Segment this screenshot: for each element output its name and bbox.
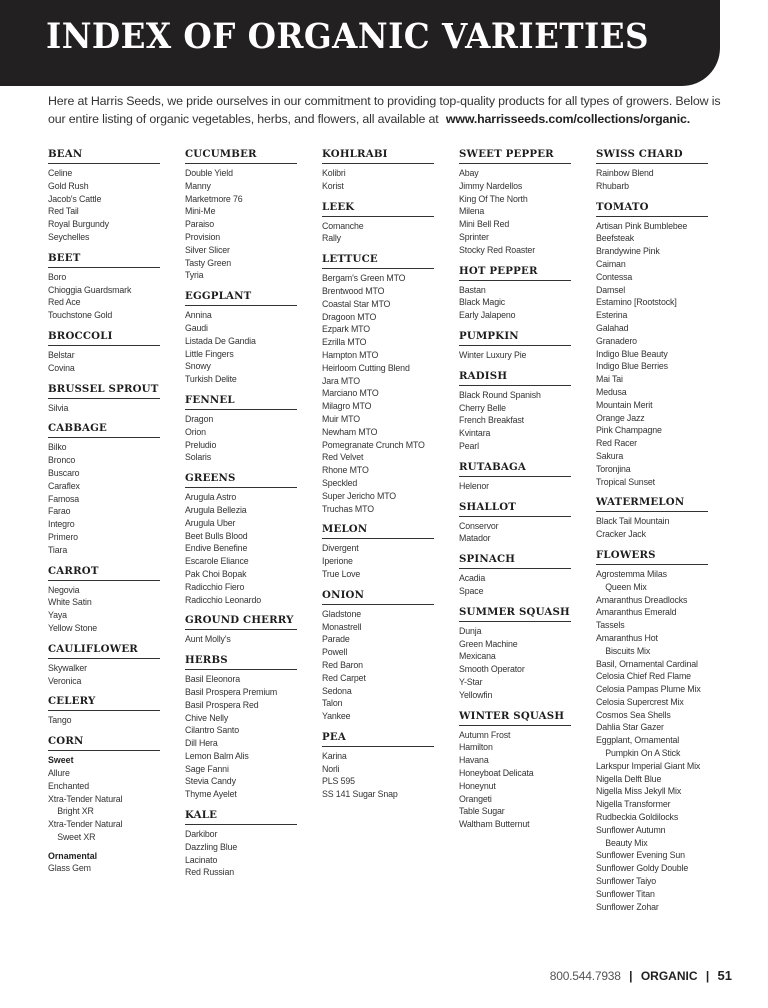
section-heading: RUTABAGA	[459, 461, 571, 477]
variety-item: Yellow Stone	[48, 622, 98, 634]
variety-item: Jimmy Nardellos	[459, 180, 523, 192]
variety-item: True Love	[322, 568, 361, 580]
variety-item: Caraflex	[48, 480, 80, 492]
section-heading: MELON	[322, 523, 434, 539]
variety-item: Black Magic	[459, 297, 506, 309]
section-heading: SHALLOT	[459, 501, 571, 517]
variety-item: Cracker Jack	[596, 529, 646, 541]
variety-item: Havana	[459, 755, 489, 767]
variety-item: Divergent	[322, 543, 359, 555]
variety-item: Iperione	[322, 556, 353, 568]
variety-item: SS 141 Sugar Snap	[322, 789, 398, 801]
variety-item: Karina	[322, 750, 347, 762]
variety-item: Integro	[48, 519, 75, 531]
variety-item: Sunflower Autumn	[596, 824, 666, 836]
variety-item: Dragon	[185, 413, 214, 425]
variety-section	[322, 148, 434, 194]
variety-item: Radicchio Leonardo	[185, 594, 262, 606]
variety-item: Sage Fanni	[185, 763, 229, 775]
footer-separator: |	[629, 969, 633, 983]
variety-item: Arugula Uber	[185, 517, 236, 529]
variety-item: Stevia Candy	[185, 776, 236, 788]
variety-item: Red Ace	[48, 297, 81, 309]
variety-item: Milagro MTO	[322, 401, 372, 413]
variety-item: Sweet XR	[57, 831, 96, 843]
variety-item: Preludio	[185, 439, 217, 451]
variety-section	[185, 654, 297, 802]
variety-item: Double Yield	[185, 168, 233, 179]
intro-paragraph	[48, 92, 738, 128]
variety-item: Newham MTO	[322, 426, 378, 438]
variety-section	[459, 148, 571, 258]
variety-item: Escarole Eliance	[185, 556, 249, 568]
variety-section	[185, 809, 297, 880]
variety-section	[322, 731, 434, 802]
variety-item: Amaranthus Emerald	[596, 607, 677, 619]
variety-section	[185, 472, 297, 607]
variety-section	[48, 695, 160, 728]
variety-item: Negovia	[48, 584, 80, 596]
variety-item: Eggplant, Ornamental	[596, 735, 680, 747]
variety-item: Milena	[459, 206, 485, 218]
section-heading: ONION	[322, 589, 434, 605]
variety-item: Tassels	[596, 620, 625, 632]
variety-item: Silver Slicer	[185, 244, 230, 256]
variety-item: Black Tail Mountain	[596, 516, 670, 528]
variety-item: Orion	[185, 426, 206, 438]
variety-item: Annina	[185, 310, 212, 322]
variety-item: Rainbow Blend	[596, 168, 654, 179]
section-heading: EGGPLANT	[185, 290, 297, 306]
variety-item: Red Baron	[322, 659, 363, 671]
intro-text: Here at Harris Seeds, we pride ourselves in our commitment to providing top-quality products for all types of growers. Below is our entire listing of organic vegetables, herbs, and flowers, all available at	[48, 94, 721, 126]
variety-item: Rhone MTO	[322, 465, 369, 477]
variety-item: Toronjina	[596, 463, 631, 475]
variety-item: PLS 595	[322, 776, 355, 788]
section-heading: BEET	[48, 252, 160, 268]
variety-section	[596, 549, 708, 915]
variety-item: Nigella Transformer	[596, 799, 671, 811]
footer-separator: |	[705, 969, 710, 983]
section-heading: KOHLRABI	[322, 148, 434, 164]
subgroup-label: Sweet	[48, 755, 74, 767]
variety-item: Brandywine Pink	[596, 246, 660, 258]
variety-item: Korist	[322, 180, 344, 192]
variety-item: Green Machine	[459, 638, 518, 650]
variety-section	[459, 553, 571, 599]
variety-item: Royal Burgundy	[48, 219, 109, 231]
variety-item: Biscuits Mix	[605, 645, 651, 657]
variety-section	[596, 148, 708, 194]
variety-item: Abay	[459, 168, 479, 179]
variety-item: Sedona	[322, 685, 352, 697]
variety-item: Yellowfin	[459, 689, 493, 701]
variety-section	[459, 370, 571, 454]
variety-section	[48, 643, 160, 689]
variety-section	[459, 710, 571, 832]
variety-item: Damsel	[596, 284, 626, 296]
variety-item: Belstar	[48, 349, 75, 361]
variety-item: Talon	[322, 698, 343, 710]
variety-item: Space	[459, 585, 484, 597]
variety-item: Coastal Star MTO	[322, 298, 391, 310]
variety-item: Winter Luxury Pie	[459, 349, 527, 361]
variety-item: Larkspur Imperial Giant Mix	[596, 760, 701, 772]
variety-section	[459, 501, 571, 547]
variety-item: Sunflower Zohar	[596, 901, 659, 913]
variety-item: Contessa	[596, 271, 633, 283]
variety-item: Stocky Red Roaster	[459, 244, 536, 256]
variety-item: Celosia Pampas Plume Mix	[596, 684, 701, 696]
variety-section	[185, 148, 297, 283]
variety-section	[48, 565, 160, 636]
variety-section	[48, 735, 160, 876]
variety-item: Cherry Belle	[459, 402, 506, 414]
footer-phone: 800.544.7938	[549, 969, 621, 983]
variety-item: Esterina	[596, 310, 628, 322]
variety-item: Arugula Bellezia	[185, 504, 247, 516]
section-heading: BROCCOLI	[48, 330, 160, 346]
variety-item: Honeynut	[459, 780, 496, 792]
variety-item: King Of The North	[459, 193, 528, 205]
variety-item: Famosa	[48, 493, 80, 505]
variety-item: Ezrilla MTO	[322, 337, 367, 349]
variety-item: Buscaro	[48, 467, 80, 479]
variety-section	[459, 265, 571, 323]
variety-item: Xtra-Tender Natural	[48, 819, 123, 831]
variety-item: Dill Hera	[185, 738, 218, 750]
variety-item: Silvia	[48, 402, 69, 414]
variety-item: Lacinato	[185, 854, 218, 866]
variety-item: Bergam's Green MTO	[322, 273, 406, 285]
variety-item: Indigo Blue Beauty	[596, 348, 668, 360]
variety-item: Monastrell	[322, 621, 362, 633]
section-heading: GROUND CHERRY	[185, 614, 297, 630]
variety-section	[322, 253, 434, 516]
section-heading: PEA	[322, 731, 434, 747]
variety-item: Kvintara	[459, 428, 491, 440]
variety-item: Boro	[48, 271, 67, 283]
variety-item: Ezpark MTO	[322, 324, 370, 336]
variety-item: Solaris	[185, 452, 212, 464]
variety-item: Amaranthus Hot	[596, 632, 658, 644]
index-column-2	[185, 148, 297, 887]
variety-item: Red Carpet	[322, 672, 366, 684]
variety-item: Bilko	[48, 442, 67, 454]
variety-item: Manny	[185, 180, 211, 192]
variety-item: Marciano MTO	[322, 388, 379, 400]
variety-item: Powell	[322, 647, 348, 659]
section-heading: SPINACH	[459, 553, 571, 569]
variety-item: Chive Nelly	[185, 712, 229, 724]
variety-item: Muir MTO	[322, 413, 360, 425]
variety-item: Helenor	[459, 480, 489, 492]
variety-item: French Breakfast	[459, 415, 525, 427]
intro-url-link[interactable]: www.harrisseeds.com/collections/organic.	[445, 112, 691, 126]
section-heading: LEEK	[322, 201, 434, 217]
variety-item: Amaranthus Dreadlocks	[596, 594, 688, 606]
variety-item: Autumn Frost	[459, 729, 511, 741]
variety-item: Thyme Ayelet	[185, 789, 237, 801]
variety-item: Covina	[48, 362, 75, 374]
variety-section	[596, 496, 708, 542]
variety-item: Gold Rush	[48, 180, 89, 192]
variety-item: Queen Mix	[605, 581, 647, 593]
variety-section	[459, 461, 571, 494]
variety-item: Y-Star	[459, 676, 483, 688]
variety-item: Tropical Sunset	[596, 476, 655, 488]
variety-item: Dunja	[459, 625, 482, 637]
section-heading: HERBS	[185, 654, 297, 670]
section-heading: TOMATO	[596, 201, 708, 217]
section-heading: SWISS CHARD	[596, 148, 708, 164]
variety-section	[459, 606, 571, 703]
variety-item: Farao	[48, 506, 71, 518]
variety-item: Glass Gem	[48, 863, 91, 875]
variety-item: Marketmore 76	[185, 193, 243, 205]
variety-item: Speckled	[322, 477, 358, 489]
variety-item: Seychelles	[48, 231, 90, 243]
variety-section	[459, 330, 571, 363]
variety-item: Enchanted	[48, 780, 89, 792]
variety-item: Orangeti	[459, 793, 492, 805]
variety-item: White Satin	[48, 597, 92, 609]
section-heading: FLOWERS	[596, 549, 708, 565]
variety-item: Endive Benefine	[185, 543, 248, 555]
index-column-1	[48, 148, 160, 883]
variety-item: Rudbeckia Goldilocks	[596, 812, 679, 824]
variety-item: Hamilton	[459, 742, 493, 754]
section-heading: SWEET PEPPER	[459, 148, 571, 164]
variety-item: Hampton MTO	[322, 349, 379, 361]
title-banner	[0, 0, 720, 86]
variety-item: Chioggia Guardsmark	[48, 284, 132, 296]
section-heading: CARROT	[48, 565, 160, 581]
variety-item: Nigella Miss Jekyll Mix	[596, 786, 682, 798]
variety-item: Kolibri	[322, 168, 346, 179]
variety-item: Xtra-Tender Natural	[48, 793, 123, 805]
section-heading: WINTER SQUASH	[459, 710, 571, 726]
variety-item: Basil Prospera Red	[185, 699, 259, 711]
variety-section	[185, 614, 297, 647]
variety-item: Granadero	[596, 335, 637, 347]
variety-item: Nigella Delft Blue	[596, 773, 662, 785]
section-heading: BRUSSEL SPROUT	[48, 383, 160, 399]
variety-item: Skywalker	[48, 662, 87, 674]
variety-section	[322, 201, 434, 247]
variety-item: Celosia Chief Red Flame	[596, 671, 691, 683]
variety-item: Estamino [Rootstock]	[596, 297, 677, 309]
variety-item: Mini Bell Red	[459, 219, 510, 231]
variety-item: Pink Champagne	[596, 425, 662, 437]
section-heading: CUCUMBER	[185, 148, 297, 164]
variety-item: Sunflower Evening Sun	[596, 850, 685, 862]
variety-item: Sakura	[596, 450, 624, 462]
variety-item: Basil Prospera Premium	[185, 686, 278, 698]
variety-item: Pomegranate Crunch MTO	[322, 439, 425, 451]
section-heading: CAULIFLOWER	[48, 643, 160, 659]
variety-item: Darkibor	[185, 829, 218, 841]
variety-item: Sunflower Taiyo	[596, 876, 657, 888]
variety-item: Snowy	[185, 361, 211, 373]
variety-item: Primero	[48, 531, 78, 543]
section-heading: HOT PEPPER	[459, 265, 571, 281]
index-column-4	[459, 148, 571, 839]
variety-item: Comanche	[322, 220, 364, 232]
variety-item: Veronica	[48, 675, 82, 687]
variety-section	[48, 148, 160, 245]
variety-item: Rally	[322, 233, 341, 245]
variety-section	[185, 290, 297, 387]
variety-item: Bastan	[459, 284, 486, 296]
variety-section	[48, 422, 160, 557]
section-heading: CABBAGE	[48, 422, 160, 438]
variety-item: Indigo Blue Berries	[596, 361, 668, 373]
section-heading: CELERY	[48, 695, 160, 711]
variety-section	[596, 201, 708, 490]
variety-item: Mini-Me	[185, 206, 216, 218]
section-heading: KALE	[185, 809, 297, 825]
variety-item: Beauty Mix	[605, 837, 648, 849]
variety-item: Mexicana	[459, 651, 496, 663]
variety-item: Medusa	[596, 386, 627, 398]
variety-item: Truchas MTO	[322, 503, 374, 515]
variety-item: Paraiso	[185, 219, 214, 231]
variety-item: Artisan Pink Bumblebee	[596, 220, 688, 232]
section-heading: PUMPKIN	[459, 330, 571, 346]
variety-section	[185, 394, 297, 465]
variety-item: Sprinter	[459, 231, 489, 243]
page-number: 51	[717, 968, 732, 983]
variety-item: Norli	[322, 763, 340, 775]
variety-item: Pearl	[459, 440, 479, 452]
variety-item: Sunflower Titan	[596, 888, 655, 900]
variety-item: Pumpkin On A Stick	[605, 748, 681, 760]
variety-item: Acadia	[459, 573, 486, 585]
variety-item: Beefsteak	[596, 233, 635, 245]
variety-item: Super Jericho MTO	[322, 490, 397, 502]
variety-item: Matador	[459, 533, 491, 545]
variety-item: Tiara	[48, 544, 68, 556]
section-heading: CORN	[48, 735, 160, 751]
variety-item: Honeyboat Delicata	[459, 767, 534, 779]
variety-item: Caiman	[596, 258, 626, 270]
variety-item: Jara MTO	[322, 375, 360, 387]
variety-item: Jacob's Cattle	[48, 193, 102, 205]
variety-item: Red Tail	[48, 206, 79, 218]
variety-item: Beet Bulls Blood	[185, 530, 248, 542]
footer-section: ORGANIC	[640, 969, 698, 983]
variety-item: Bright XR	[57, 806, 94, 818]
variety-item: Celine	[48, 168, 73, 179]
variety-section	[48, 252, 160, 323]
variety-item: Lemon Balm Alis	[185, 750, 249, 762]
variety-item: Radicchio Fiero	[185, 581, 245, 593]
variety-item: Heirloom Cutting Blend	[322, 362, 410, 374]
variety-item: Celosia Supercrest Mix	[596, 696, 684, 708]
variety-item: Dragoon MTO	[322, 311, 377, 323]
variety-item: Brentwood MTO	[322, 285, 385, 297]
page-footer	[550, 968, 732, 983]
section-heading: LETTUCE	[322, 253, 434, 269]
variety-item: Bronco	[48, 455, 76, 467]
variety-item: Tyria	[185, 270, 204, 282]
variety-item: Cosmos Sea Shells	[596, 709, 671, 721]
variety-item: Red Racer	[596, 438, 637, 450]
variety-section	[322, 589, 434, 724]
section-heading: GREENS	[185, 472, 297, 488]
variety-item: Allure	[48, 767, 70, 779]
page-title: INDEX OF ORGANIC VARIETIES	[46, 16, 650, 57]
variety-section	[48, 383, 160, 416]
variety-item: Gaudi	[185, 322, 208, 334]
variety-item: Little Fingers	[185, 348, 234, 360]
variety-item: Orange Jazz	[596, 412, 645, 424]
section-heading: RADISH	[459, 370, 571, 386]
variety-item: Turkish Delite	[185, 374, 237, 386]
variety-item: Tasty Green	[185, 257, 232, 269]
variety-item: Red Russian	[185, 867, 235, 879]
variety-item: Conservor	[459, 520, 499, 532]
variety-item: Smooth Operator	[459, 664, 525, 676]
variety-item: Parade	[322, 634, 350, 646]
variety-item: Gladstone	[322, 608, 361, 620]
variety-item: Agrostemma Milas	[596, 568, 667, 580]
variety-section	[322, 523, 434, 581]
variety-item: Pak Choi Bopak	[185, 568, 247, 580]
variety-item: Basil, Ornamental Cardinal	[596, 658, 698, 670]
variety-item: Arugula Astro	[185, 492, 237, 504]
variety-item: Listada De Gandia	[185, 335, 256, 347]
variety-item: Mai Tai	[596, 374, 623, 386]
section-heading: FENNEL	[185, 394, 297, 410]
section-heading: BEAN	[48, 148, 160, 164]
variety-item: Provision	[185, 231, 221, 243]
variety-item: Galahad	[596, 322, 629, 334]
variety-item: Basil Eleonora	[185, 674, 240, 686]
section-heading: WATERMELON	[596, 496, 708, 512]
variety-item: Early Jalapeno	[459, 310, 516, 322]
variety-item: Waltham Butternut	[459, 819, 530, 831]
index-column-5	[596, 148, 708, 921]
variety-item: Rhubarb	[596, 180, 629, 192]
variety-item: Aunt Molly's	[185, 634, 231, 646]
variety-item: Dazzling Blue	[185, 841, 238, 853]
variety-item: Cilantro Santo	[185, 725, 240, 737]
variety-item: Red Velvet	[322, 452, 364, 464]
variety-item: Tango	[48, 715, 72, 727]
section-heading: SUMMER SQUASH	[459, 606, 571, 622]
variety-section	[48, 330, 160, 376]
variety-item: Dahlia Star Gazer	[596, 722, 664, 734]
index-column-3	[322, 148, 434, 809]
variety-item: Mountain Merit	[596, 399, 653, 411]
variety-item: Black Round Spanish	[459, 389, 541, 401]
variety-item: Yaya	[48, 610, 67, 622]
variety-item: Yankee	[322, 711, 351, 723]
subgroup-label: Ornamental	[48, 850, 98, 862]
variety-item: Touchstone Gold	[48, 310, 113, 322]
variety-item: Table Sugar	[459, 806, 505, 818]
variety-item: Sunflower Goldy Double	[596, 863, 689, 875]
